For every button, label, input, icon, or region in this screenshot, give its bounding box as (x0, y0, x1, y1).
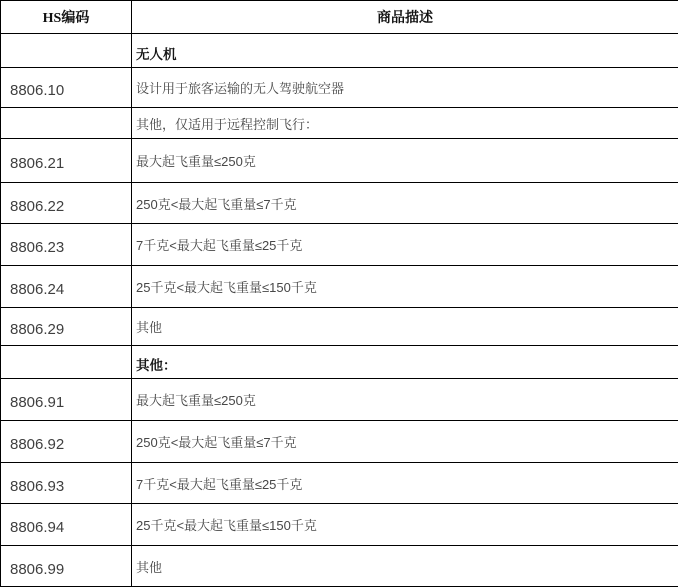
description-cell (132, 308, 678, 346)
hs-code: 8806.91 (10, 394, 64, 411)
description-text: 设计用于旅客运输的无人驾驶航空器 (136, 81, 344, 96)
hs-code-cell (1, 34, 132, 68)
table-row (1, 504, 678, 546)
description-cell (132, 224, 678, 266)
table-body (1, 34, 678, 587)
description-cell (132, 183, 678, 224)
table-row (1, 346, 678, 379)
description-cell (132, 421, 678, 463)
description-cell (132, 139, 678, 183)
description-text: 最大起飞重量≤250克 (136, 393, 256, 408)
hs-code: 8806.93 (10, 478, 64, 495)
description-text: 7千克<最大起飞重量≤25千克 (136, 238, 302, 253)
hs-code-cell (1, 266, 132, 308)
description-cell (132, 379, 678, 421)
table-row (1, 421, 678, 463)
table-row (1, 463, 678, 504)
table-header-row (1, 1, 678, 34)
table-row (1, 379, 678, 421)
description-text: 25千克<最大起飞重量≤150千克 (136, 518, 317, 533)
hs-code: 8806.29 (10, 321, 64, 338)
table-row (1, 183, 678, 224)
description-cell (132, 266, 678, 308)
hs-code: 8806.92 (10, 436, 64, 453)
hs-code-cell (1, 139, 132, 183)
hs-code: 8806.22 (10, 198, 64, 215)
description-cell (132, 346, 678, 379)
table-row (1, 224, 678, 266)
description-text: 250克<最大起飞重量≤7千克 (136, 197, 297, 212)
hs-code-cell (1, 504, 132, 546)
description-cell (132, 463, 678, 504)
description-text: 其他 (136, 560, 162, 575)
description-text: 其他 (136, 320, 162, 335)
hs-code: 8806.94 (10, 519, 64, 536)
table-row (1, 308, 678, 346)
hs-code-cell (1, 224, 132, 266)
description-cell (132, 68, 678, 108)
hs-code: 8806.23 (10, 239, 64, 256)
hs-code-cell (1, 421, 132, 463)
description-cell (132, 546, 678, 587)
col-header-description: 商品描述 (132, 1, 678, 34)
table-row (1, 546, 678, 587)
description-cell (132, 108, 678, 139)
hs-code-cell (1, 108, 132, 139)
hs-code: 8806.99 (10, 561, 64, 578)
hs-code-cell (1, 546, 132, 587)
description-text: 25千克<最大起飞重量≤150千克 (136, 280, 317, 295)
hs-code: 8806.21 (10, 155, 64, 172)
description-text: 其他，仅适用于远程控制飞行： (136, 117, 318, 132)
description-text: 其他： (136, 354, 177, 374)
table-row (1, 68, 678, 108)
description-cell (132, 504, 678, 546)
description-text: 无人机 (136, 43, 177, 63)
hs-code-cell (1, 308, 132, 346)
description-text: 7千克<最大起飞重量≤25千克 (136, 477, 302, 492)
hs-code: 8806.24 (10, 281, 64, 298)
table-row (1, 108, 678, 139)
hs-code-cell (1, 463, 132, 504)
hs-code-cell (1, 346, 132, 379)
table-row (1, 266, 678, 308)
hs-code-cell (1, 68, 132, 108)
description-text: 最大起飞重量≤250克 (136, 154, 256, 169)
hs-code-cell (1, 379, 132, 421)
description-cell (132, 34, 678, 68)
table-row (1, 34, 678, 68)
hs-code: 8806.10 (10, 82, 64, 99)
description-text: 250克<最大起飞重量≤7千克 (136, 435, 297, 450)
hs-code-cell (1, 183, 132, 224)
col-header-hs-code: HS编码 (1, 1, 132, 34)
table-row (1, 139, 678, 183)
